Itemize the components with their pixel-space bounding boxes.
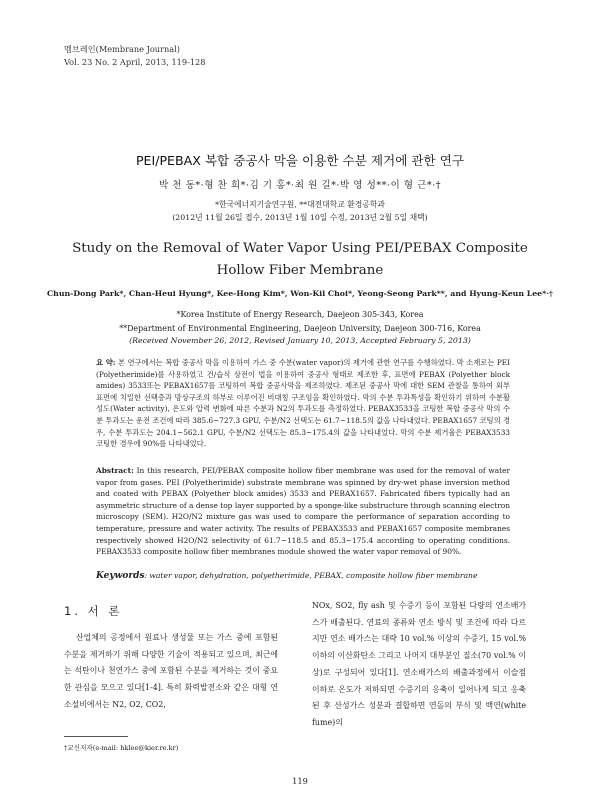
journal-volume: Vol. 23 No. 2 April, 2013, 119-128 — [64, 57, 206, 67]
korean-title: PEI/PEBAX 복합 중공사 막을 이용한 수분 제거에 관한 연구 — [135, 153, 465, 168]
english-authors: Chun-Dong Park*, Chan-Heui Hyung*, Kee-Hong Kim*, Won-Kil Choi*, Yeong-Seong Park**, and Hyung-Keun Lee*·† — [46, 289, 554, 298]
page-number: 119 — [292, 776, 308, 786]
section-heading: 1. 서 론 — [64, 604, 123, 618]
english-title-line2: Hollow Fiber Membrane — [216, 263, 384, 278]
footnote-divider — [64, 736, 128, 737]
korean-affiliation: *한국에너지기술연구원, **대전대학교 환경공학과 — [215, 200, 385, 209]
corresponding-author-footnote: †교신저자(e-mail: hklee@kier.re.kr) — [64, 744, 179, 752]
english-abstract — [96, 465, 510, 558]
english-abstract-label: Abstract: — [96, 466, 134, 475]
korean-abstract-text: 본 연구에서는 복합 중공사 막을 이용하여 가스 중 수분(water vapor)의 제거에 관한 연구를 수행하였다. 막 소재로는 PEI (Polyetherimide)를 사용하였고 건/습식 상전이 법을 이용하여 중공사 형태로 제조한 후, 표면에 PEBAX (Polyether block amides) 3533또는 PEBAX1657를 코팅하여 복합 중공사막을 제조하였다. 제조된 중공사 막에 대한 SEM 관찰을 통하여 외부 표면에 치밀한 선택층과 망상구조의 하부로 이루어진 비대칭 구조임을 확인하였다. 막의 수분 투과특성을 확인하기 위하여 수분활성도(Water activity), 온도와 압력 변화에 따른 수분과 N2의 투과도를 측정하였다. PEBAX3533을 코팅한 복합 중공사 막의 수분 투과도는 운전 조건에 따라 385.6~727.3 GPU, 수분/N2 선택도는 61.7~118.5의 값을 나타내었다. PEBAX1657 코팅의 경우, 수분 투과도는 204.1~562.1 GPU, 수분/N2 선택도는 85.3~175.4의 값을 나타내었다. 막의 수분 제거율은 PEBAX3533 코팅한 경우에 90%를 나타내었다. — [96, 358, 510, 449]
korean-dates: (2012년 11월 26일 접수, 2013년 1월 10일 수정, 2013년 2월 5일 채택) — [172, 213, 428, 222]
journal-name: 멤브레인(Membrane Journal) — [64, 44, 180, 54]
korean-authors: 박 천 동*·형 찬 희*·김 기 홍*·최 원 길*·박 영 성**·이 형 근*·† — [158, 180, 442, 191]
english-affiliation-1: *Korea Institute of Energy Research, Daejeon 305-343, Korea — [176, 310, 424, 319]
english-title — [0, 238, 600, 282]
keywords-text: : water vapor, dehydration, polyetherimide, PEBAX, composite hollow fiber membrane — [144, 571, 478, 580]
english-abstract-text: In this research, PEI/PEBAX composite hollow fiber membrane was used for the removal of water vapor from gases. PEI (Polyetherimide) substrate membrane was spinned by dry-wet phase inversion method and coated with PEBAX (Polyether block amides) 3533 and PEBAX1657. Fabricated fibers typically had an asymmetric structure of a dense top layer supported by a sponge-like substructure through scanning electron microscopy (SEM). H2O/N2 mixture gas was used to compare the performance of separation according to temperature, pressure and water activity. The results of PEBAX3533 and PEBAX1657 composite membranes respectively showed H2O/N2 selectivity of 61.7~118.5 and 85.3~175.4 according to operating conditions. PEBAX3533 composite hollow fiber membranes module showed the water vapor removal of 90%. — [96, 466, 510, 557]
intro-right-column: NOx, SO2, fly ash 및 수증기 등이 포함된 다량의 연소배가스가 배출된다. 연료의 종류와 연소 방식 및 조건에 따라 다르지만 연소 배가스는 대략 10 vol.% 이상의 수증기, 15 vol.% 이하의 이산화탄소 그리고 나머지 대부분인 질소(70 vol.% 이상)로 구성되어 있다[1]. 연소배가스의 배출과정에서 이슬점 이하로 온도가 저하되면 수증기의 응축이 일어나게 되고 응축된 후 산성가스 성분과 결합하면 연돌의 부식 및 백연(white fume)의 — [312, 601, 526, 727]
korean-abstract — [96, 357, 510, 450]
english-title-line1: Study on the Removal of Water Vapor Using PEI/PEBAX Composite — [72, 241, 528, 256]
english-dates: (Received November 26, 2012, Revised January 10, 2013, Accepted February 5, 2013) — [129, 336, 471, 345]
journal-header — [64, 43, 205, 69]
keywords-label: Keywords — [96, 571, 145, 581]
korean-abstract-label: 요 약: — [96, 358, 116, 367]
intro-left-column: 산업체의 공정에서 원료나 생성물 또는 가스 중에 포함된 수분을 제거하기 위해 다양한 기술이 적용되고 있으며, 최근에는 석탄이나 천연가스 중에 포함된 수분을 제거하는 것이 중요한 관심을 모으고 있다[1-4]. 특히 화력발전소와 같은 대형 연소설비에서는 N2, O2, CO2, — [64, 633, 278, 709]
keywords — [96, 571, 510, 581]
english-affiliation-2: **Department of Environmental Engineering, Daejeon University, Daejeon 300-716, Korea — [119, 324, 481, 333]
